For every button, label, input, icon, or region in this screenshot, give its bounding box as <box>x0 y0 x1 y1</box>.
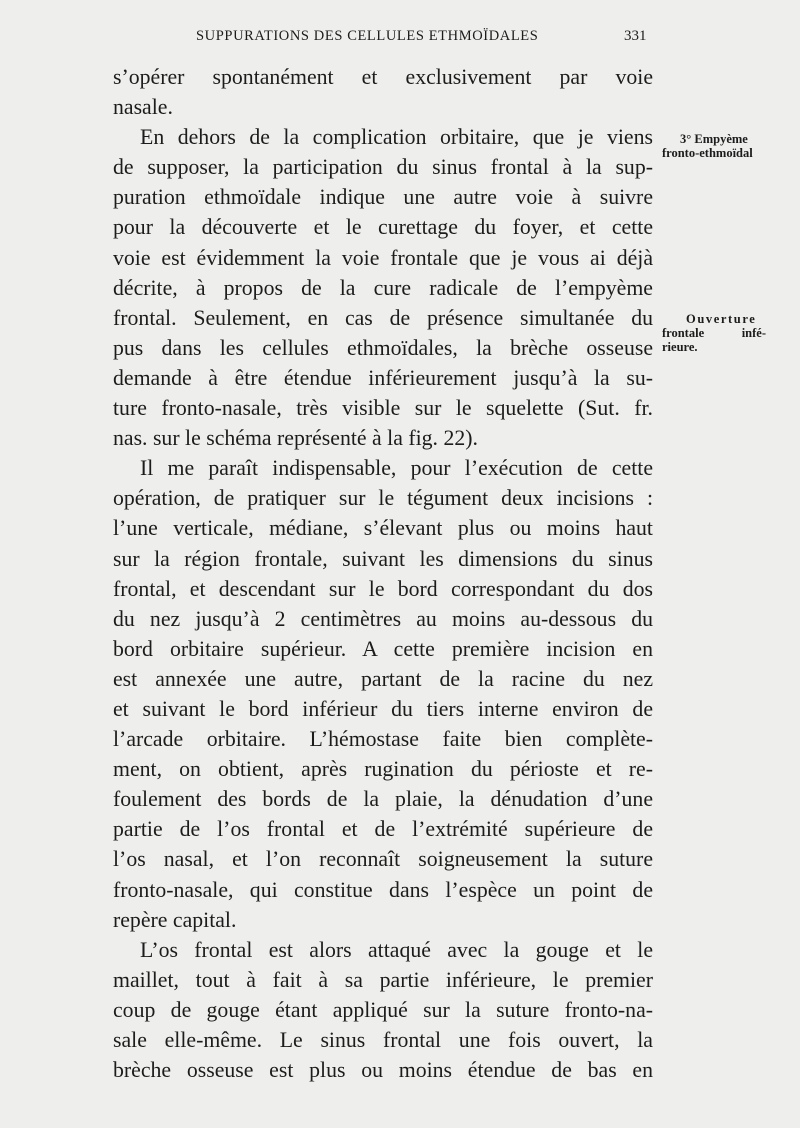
body-line: coup de gouge étant appliqué sur la suture fronto-na- <box>113 997 653 1022</box>
body-line: s’opérer spontanément et exclusivement par voie <box>113 65 653 89</box>
margin-note-line: frontale infé- <box>662 326 766 340</box>
body-line: foulement des bords de la plaie, la dénudation d’une <box>113 787 653 812</box>
body-line: frontal. Seulement, en cas de présence simultanée du <box>113 305 653 330</box>
body-line: du nez jusqu’à 2 centimètres au moins au-dessous du <box>113 606 653 631</box>
margin-note-ouverture <box>662 312 790 354</box>
body-line: sale elle-même. Le sinus frontal une fois ouvert, la <box>113 1028 653 1052</box>
body-line: puration ethmoïdale indique une autre voie à suivre <box>113 185 653 210</box>
body-line: En dehors de la complication orbitaire, que je viens <box>140 125 653 150</box>
margin-note-line: 3° Empyème <box>680 132 748 146</box>
body-line: bord orbitaire supérieur. A cette première incision en <box>113 636 653 661</box>
body-line: pour la découverte et le curettage du foyer, et cette <box>113 215 653 240</box>
body-line: décrite, à propos de la cure radicale de l’empyème <box>113 275 653 300</box>
body-line: frontal, et descendant sur le bord correspondant du dos <box>113 576 653 601</box>
body-line: ture fronto-nasale, très visible sur le squelette (Sut. fr. <box>113 396 653 421</box>
body-line: nasale. <box>113 95 173 120</box>
body-line: pus dans les cellules ethmoïdales, la brèche osseuse <box>113 335 653 360</box>
body-line: Il me paraît indispensable, pour l’exécution de cette <box>140 456 653 481</box>
body-line: l’os nasal, et l’on reconnaît soigneusement la suture <box>113 847 653 872</box>
body-line: nas. sur le schéma représenté à la fig. 22). <box>113 426 478 451</box>
page-number: 331 <box>624 28 647 44</box>
body-line: est annexée une autre, partant de la racine du nez <box>113 666 653 691</box>
margin-note-line: Ouverture <box>686 312 757 326</box>
margin-note-line: fronto-ethmoïdal <box>662 146 753 160</box>
body-line: et suivant le bord inférieur du tiers interne environ de <box>113 696 653 721</box>
body-line: maillet, tout à fait à sa partie inférieure, le premier <box>113 967 653 992</box>
body-line: partie de l’os frontal et de l’extrémité supérieure de <box>113 817 653 842</box>
body-line: voie est évidemment la voie frontale que je vous ai déjà <box>113 245 653 270</box>
running-title: SUPPURATIONS DES CELLULES ETHMOÏDALES <box>196 28 539 44</box>
body-text <box>113 62 653 1085</box>
body-line: repère capital. <box>113 907 237 932</box>
body-line: brèche osseuse est plus ou moins étendue de bas en <box>113 1058 653 1083</box>
margin-note-empyeme <box>662 132 790 160</box>
body-line: L’os frontal est alors attaqué avec la gouge et le <box>140 937 653 962</box>
margin-note-line: rieure. <box>662 340 698 354</box>
body-line: demande à être étendue inférieurement jusqu’à la su- <box>113 365 653 390</box>
body-line: l’une verticale, médiane, s’élevant plus ou moins haut <box>113 516 653 541</box>
body-line: ment, on obtient, après rugination du périoste et re- <box>113 757 653 782</box>
body-line: de supposer, la participation du sinus frontal à la sup- <box>113 155 653 180</box>
body-line: opération, de pratiquer sur le tégument deux incisions : <box>113 486 653 511</box>
body-line: sur la région frontale, suivant les dimensions du sinus <box>113 546 653 571</box>
body-line: l’arcade orbitaire. L’hémostase faite bien complète- <box>113 727 653 752</box>
body-line: fronto-nasale, qui constitue dans l’espèce un point de <box>113 877 653 902</box>
